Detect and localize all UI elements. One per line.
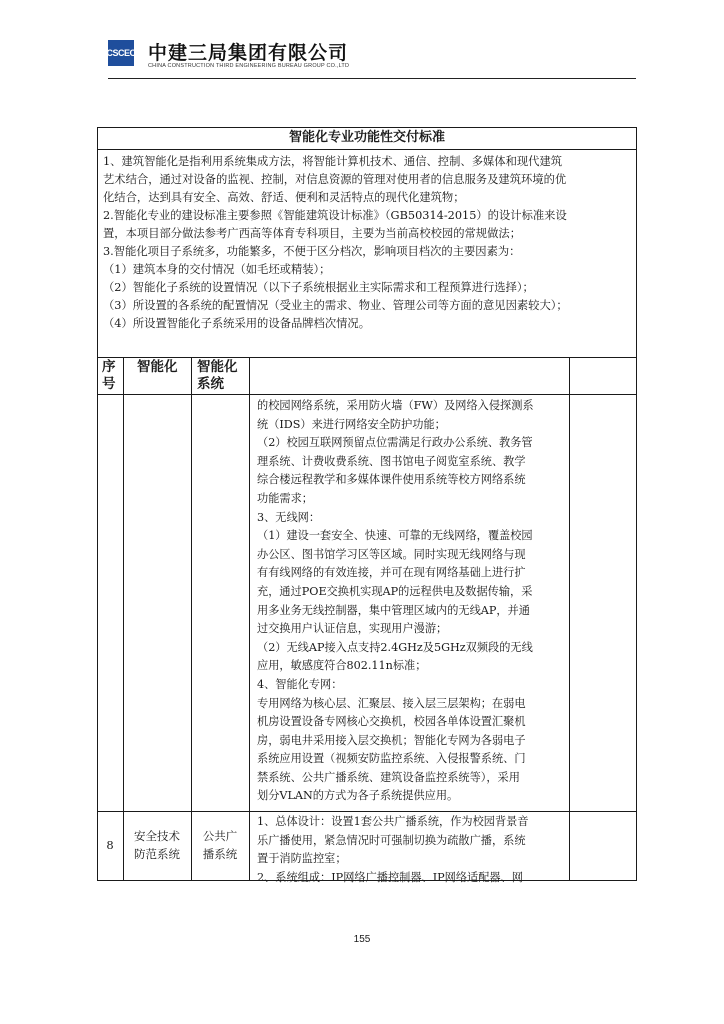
content-line: 2、系统组成：IP网络广播控制器、IP网络适配器、网 xyxy=(257,870,523,884)
content-line: （2）校园互联网预留点位需满足行政办公系统、教务管 xyxy=(257,436,533,450)
row-divider xyxy=(97,811,637,812)
row8-system-line: 播系统 xyxy=(202,847,238,861)
title-divider xyxy=(97,149,637,150)
content-line: 4、智能化专网： xyxy=(257,677,343,691)
intro-line: （2）智能化子系统的设置情况（以下子系统根据业主实际需求和工程预算进行选择）； xyxy=(103,281,534,294)
table-border-right xyxy=(636,127,637,881)
content-line: 充，通过POE交换机实现AP的远程供电及数据传输，采 xyxy=(257,584,533,598)
intro-line: （1）建筑本身的交付情况（如毛坯或精装）； xyxy=(103,263,331,276)
intro-line: 艺术结合，通过对设备的监视、控制，对信息资源的管理对使用者的信息服务及建筑环境的优 xyxy=(103,173,567,186)
content-line: 统（IDS）来进行网络安全防护功能； xyxy=(257,417,446,431)
col-divider-2 xyxy=(191,357,192,881)
content-line: 禁系统、公共广播系统、建筑设备监控系统等），采用 xyxy=(257,770,520,784)
intro-line: 3.智能化项目子系统多，功能繁多，不便于区分档次，影响项目档次的主要因素为： xyxy=(103,245,521,258)
content-line: （1）建设一套安全、快速、可靠的无线网络，覆盖校园 xyxy=(257,529,533,543)
intro-line: 2.智能化专业的建设标准主要参照《智能建筑设计标准》（GB50314-2015）的设计标准来设 xyxy=(103,209,567,222)
header-col-system: 智能化系统 xyxy=(197,359,238,392)
intro-divider xyxy=(97,357,637,358)
content-line: 1、总体设计：设置1套公共广播系统，作为校园背景音 xyxy=(257,815,529,828)
intro-line: 置，本项目部分做法参考广西高等体育专科项目，主要为当前高校校园的常规做法； xyxy=(103,227,521,240)
row8-content xyxy=(257,813,567,887)
row8-number: 8 xyxy=(106,838,114,852)
header-col-category: 智能化 xyxy=(137,359,178,375)
content-line: 过交换用户认证信息，实现用户漫游； xyxy=(257,622,448,636)
company-name: 中建三局集团有限公司 xyxy=(148,42,349,64)
content-line: 划分VLAN的方式为各子系统提供应用。 xyxy=(257,789,459,803)
intro-line: （4）所设置智能化子系统采用的设备品牌档次情况。 xyxy=(103,317,371,330)
company-name-en: CHINA CONSTRUCTION THIRD ENGINEERING BUREAU GROUP CO.,LTD xyxy=(148,63,350,69)
content-line: 综合楼远程教学和多媒体课件使用系统等校方网络系统 xyxy=(257,473,526,487)
row8-system-line: 公共广 xyxy=(202,829,238,843)
content-line: 的校园网络系统，采用防火墙（FW）及网络入侵探测系 xyxy=(257,399,534,412)
table-title: 智能化专业功能性交付标准 xyxy=(288,130,445,145)
content-line: 办公区、图书馆学习区等区域。同时实现无线网络与现 xyxy=(257,547,526,561)
content-line: 用多业务无线控制器，集中管理区域内的无线AP，并通 xyxy=(257,603,530,617)
content-line: 功能需求； xyxy=(257,491,313,505)
content-line: （2）无线AP接入点支持2.4GHz及5GHz双频段的无线 xyxy=(257,640,533,654)
intro-line: 化结合，达到具有安全、高效、舒适、便利和灵活特点的现代化建筑物； xyxy=(103,191,465,204)
page-number: 155 xyxy=(353,934,371,945)
content-line: 理系统、计费收费系统、图书馆电子阅览室系统、教学 xyxy=(257,454,526,468)
intro-line: （3）所设置的各系统的配置情况（受业主的需求、物业、管理公司等方面的意见因素较大）； xyxy=(103,299,568,312)
content-line: 置于消防监控室； xyxy=(257,852,347,866)
content-line: 机房设置设备专网核心交换机，校园各单体设置汇聚机 xyxy=(257,715,526,729)
header-divider xyxy=(108,78,636,79)
content-line: 系统应用设置（视频安防监控系统、入侵报警系统、门 xyxy=(257,752,526,766)
row8-category xyxy=(123,827,191,863)
row8-system xyxy=(191,827,249,863)
row8-category-line: 防范系统 xyxy=(134,847,180,861)
content-line: 专用网络为核心层、汇聚层、接入层三层架构；在弱电 xyxy=(257,696,526,710)
col-divider-3 xyxy=(249,357,250,881)
col-divider-1 xyxy=(123,357,124,881)
company-logo: CSCEC xyxy=(108,40,134,66)
row-content-continued xyxy=(257,397,567,806)
content-line: 乐广播使用，紧急情况时可强制切换为疏散广播，系统 xyxy=(257,833,526,847)
content-line: 3、无线网： xyxy=(257,510,321,524)
header-col-number: 序号 xyxy=(102,359,116,392)
content-line: 房，弱电井采用接入层交换机；智能化专网为各弱电子 xyxy=(257,733,526,747)
row8-category-line: 安全技术 xyxy=(134,829,180,843)
intro-text xyxy=(103,153,633,333)
standards-table xyxy=(97,127,637,884)
content-line: 有有线网络的有效连接，并可在现有网络基础上进行扩 xyxy=(257,566,526,580)
intro-line: 1、建筑智能化是指利用系统集成方法，将智能计算机技术、通信、控制、多媒体和现代建筑 xyxy=(103,155,563,168)
page-header xyxy=(108,38,638,82)
content-line: 应用，敏感度符合802.11n标准； xyxy=(257,659,427,673)
header-row-divider xyxy=(97,394,637,395)
col-divider-4 xyxy=(569,357,570,881)
table-border-left xyxy=(97,127,98,881)
